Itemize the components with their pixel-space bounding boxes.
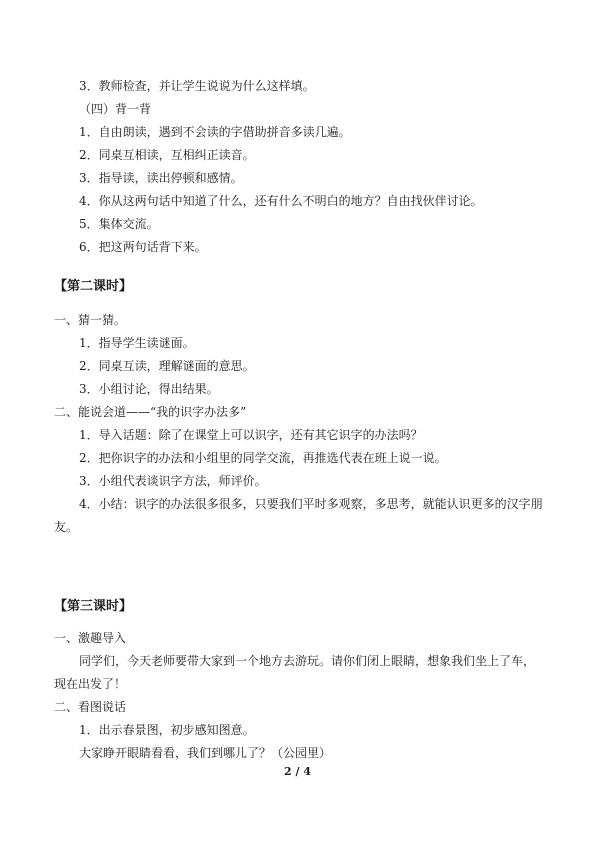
- section-title: 二、看图说话: [54, 700, 127, 714]
- text-line: 2．同桌互读，理解谜面的意思。: [79, 359, 255, 373]
- text-line: 1．出示春景图，初步感知图意。: [79, 723, 255, 737]
- text-line: 同学们，今天老师要带大家到一个地方去游玩。请你们闭上眼睛，想象我们坐上了车，: [79, 654, 536, 668]
- text-line: 3．教师检查，并让学生说说为什么这样填。: [79, 79, 315, 93]
- section-title: 二、能说会道——“我的识字办法多”: [54, 405, 247, 419]
- text-line: 2．把你识字的办法和小组里的同学交流，再推选代表在班上说一说。: [79, 451, 447, 465]
- lesson3-title: 【第三课时】: [54, 599, 133, 614]
- text-line: 现在出发了！: [54, 677, 127, 691]
- sub-heading: （四）背一背: [79, 102, 152, 116]
- text-line: 友。: [54, 520, 79, 534]
- text-line: 4．你从这两句话中知道了什么，还有什么不明白的地方？自由找伙伴讨论。: [79, 194, 483, 208]
- text-line: 1．指导学生读谜面。: [79, 336, 195, 350]
- text-line: 3．指导读，读出停顿和感情。: [79, 171, 243, 185]
- text-line: 6．把这两句话背下来。: [79, 240, 207, 254]
- section-title: 一、猜一猜。: [54, 313, 127, 327]
- text-line: 1．导入话题：除了在课堂上可以识字，还有其它识字的办法吗？: [79, 428, 423, 442]
- page-number: 2 / 4: [284, 765, 311, 778]
- text-line: 3．小组代表谈识字方法，师评价。: [79, 474, 267, 488]
- text-line: 2．同桌互相读，互相纠正读音。: [79, 148, 255, 162]
- lesson2-title: 【第二课时】: [54, 279, 133, 294]
- text-line: 大家睁开眼睛看看，我们到哪儿了？（公园里）: [79, 746, 332, 760]
- text-line: 3．小组讨论，得出结果。: [79, 382, 219, 396]
- text-line: 5．集体交流。: [79, 217, 159, 231]
- text-line: 4．小结：识字的办法很多很多，只要我们平时多观察，多思考，就能认识更多的汉字朋: [79, 497, 543, 511]
- section-title: 一、激趣导入: [54, 631, 127, 645]
- text-line: 1．自由朗读，遇到不会读的字借助拼音多读几遍。: [79, 125, 351, 139]
